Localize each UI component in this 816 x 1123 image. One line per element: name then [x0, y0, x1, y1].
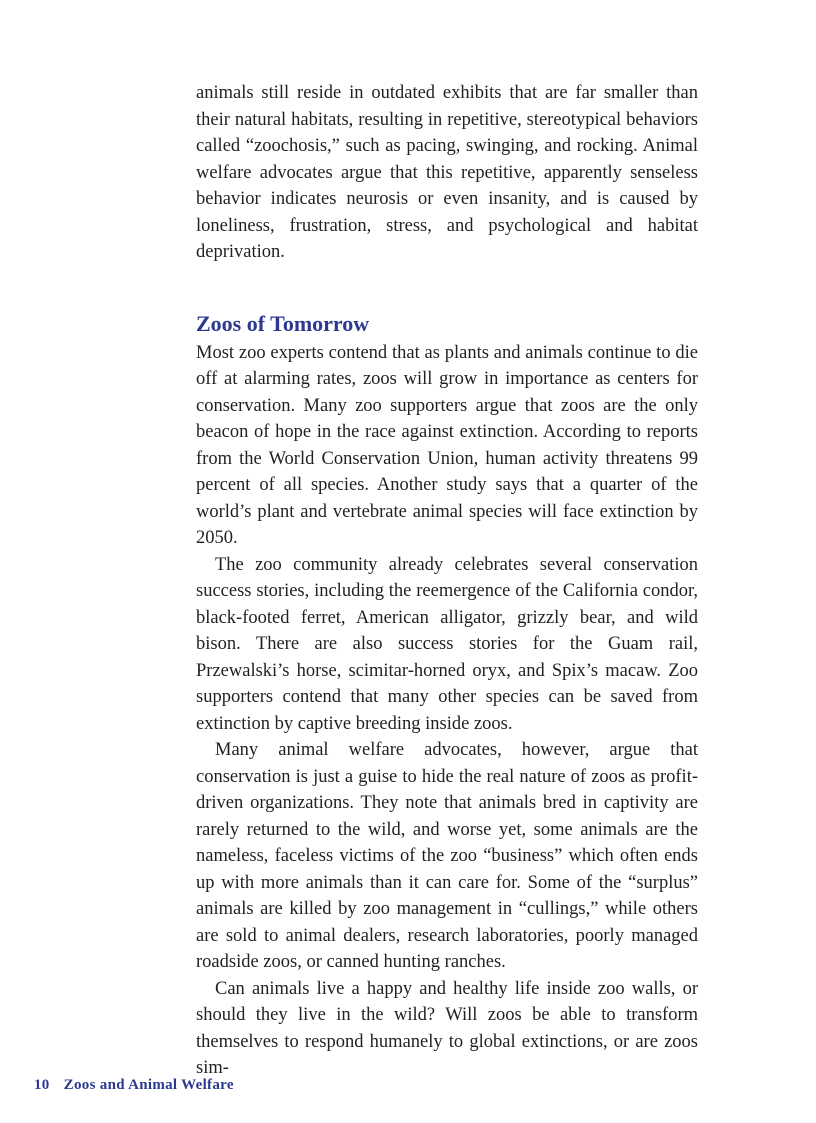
intro-paragraph: animals still reside in outdated exhibits that are far smaller than their natural habitats, resulting in repetitive, stereotypical behaviors called “zoochosis,” such as pacing, swinging, and rocking. Animal welfare advocates argue that this repetitive, apparently senseless behavior indicates neurosis or even insanity, and is caused by loneliness, frustration, stress, and psychological and habitat deprivation. — [196, 83, 698, 262]
running-title: Zoos and Animal Welfare — [63, 1077, 234, 1093]
section-paragraph-2: The zoo community already celebrates several conservation success stories, including the reemergence of the California condor, black-footed ferret, American alligator, grizzly bear, and wild bison. There are also success stories for the Guam rail, Przewalski’s horse, scimitar-horned oryx, and Spix’s macaw. Zoo supporters contend that many other species can be saved from extinction by captive breeding inside zoos. — [196, 554, 698, 734]
page-number: 10 — [34, 1077, 50, 1093]
section-heading: Zoos of Tomorrow — [196, 310, 370, 336]
section-paragraph-4: Can animals live a happy and healthy life inside zoo walls, or should they live in the wild? Will zoos be able to transform themselves to respond humanely to global extinctions, or are zoos sim- — [196, 978, 698, 1078]
section-paragraph-1: Most zoo experts contend that as plants and animals continue to die off at alarming rates, zoos will grow in importance as centers for conservation. Many zoo supporters argue that zoos are the only beacon of hope in the race against extinction. According to reports from the World Conservation Union, human activity threatens 99 percent of all species. Another study says that a quarter of the world’s plant and vertebrate animal species will face extinction by 2050. — [196, 342, 698, 548]
page-footer — [34, 1077, 234, 1094]
section-paragraph-3: Many animal welfare advocates, however, argue that conservation is just a guise to hide the real nature of zoos as profit-driven organizations. They note that animals bred in captivity are rarely returned to the wild, and worse yet, some animals are the nameless, faceless victims of the zoo “business” which often ends up with more animals than it can care for. Some of the “surplus” animals are killed by zoo management in “cullings,” while others are sold to animal dealers, research laboratories, poorly managed roadside zoos, or canned hunting ranches. — [196, 740, 698, 972]
body-text-column — [196, 80, 698, 1082]
